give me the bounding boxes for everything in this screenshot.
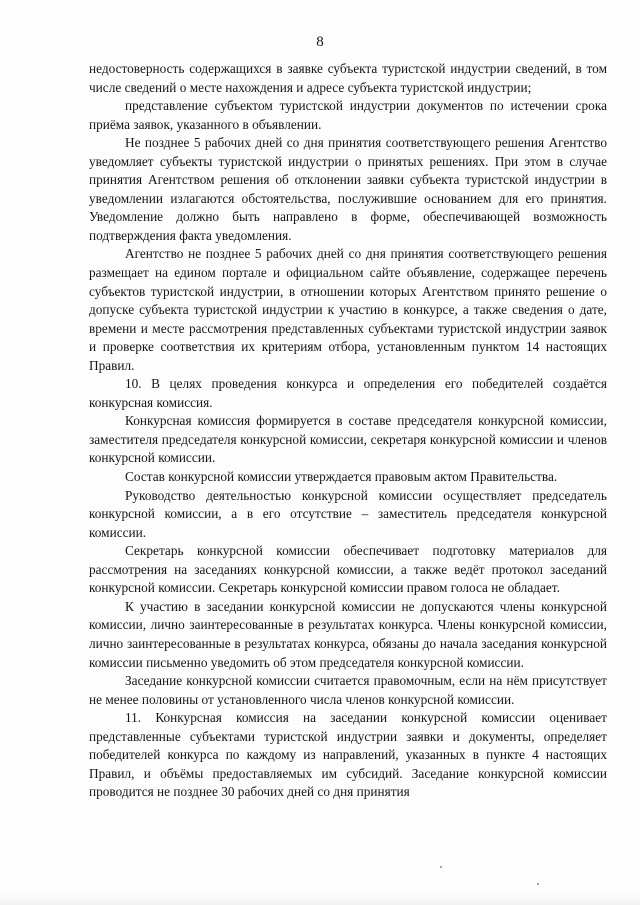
paragraph-section-10: 10. В целях проведения конкурса и определения его победителей создаётся конкурсная комиссия. xyxy=(89,376,607,410)
paragraph: Руководство деятельностью конкурсной комиссии осуществляет председатель конкурсной комиссии, а в его отсутствие – заместитель председателя конкурсной комиссии. xyxy=(89,487,607,540)
document-body xyxy=(89,60,607,802)
paragraph: Секретарь конкурсной комиссии обеспечивает подготовку материалов для рассмотрения на заседаниях конкурсной комиссии, а также ведёт протокол заседаний конкурсной комиссии. Секретарь конкурсной комиссии правом голоса не обладает. xyxy=(89,543,607,596)
paragraph-section-11: 11. Конкурсная комиссия на заседании конкурсной комиссии оценивает представленные субъектами туристской индустрии заявки и документы, определяет победителей конкурса по каждому из направлений, указанных в пункте 4 настоящих Правил, и объёмы предоставляемых им субсидий. Заседание конкурсной комиссии проводится не позднее 30 рабочих дней со дня принятия xyxy=(89,710,607,800)
paragraph: К участию в заседании конкурсной комиссии не допускаются члены конкурсной комиссии, лично заинтересованные в результатах конкурса. Члены конкурсной комиссии, лично заинтересованные в результатах конкурса, обязаны до начала заседания конкурсной комиссии письменно уведомить об этом председателя конкурсной комиссии. xyxy=(89,598,607,670)
paragraph: Заседание конкурсной комиссии считается правомочным, если на нём присутствует не менее половины от установленного числа членов конкурсной комиссии. xyxy=(89,673,607,707)
paragraph: представление субъектом туристской индустрии документов по истечении срока приёма заявок, указанного в объявлении. xyxy=(89,98,607,132)
paragraph-continuation: недостоверность содержащихся в заявке субъекта туристской индустрии сведений, в том числе сведений о месте нахождения и адресе субъекта туристской индустрии; xyxy=(89,61,607,95)
scan-speck xyxy=(440,866,442,868)
paragraph: Конкурсная комиссия формируется в составе председателя конкурсной комиссии, заместителя председателя конкурсной комиссии, секретаря конкурсной комиссии и членов конкурсной комиссии. xyxy=(89,413,607,466)
page-number: 8 xyxy=(316,34,324,50)
scan-speck xyxy=(537,883,539,885)
paragraph: Агентство не позднее 5 рабочих дней со дня принятия соответствующего решения размещает на едином портале и официальном сайте объявление, содержащее перечень субъектов туристской индустрии, в отношении которых Агентством принято решение о допуске субъекта туристской индустрии к участию в конкурсе, а также сведения о дате, времени и месте рассмотрения представленных субъектами туристской индустрии заявок и проверке соответствия их критериям отбора, установленным пунктом 14 настоящих Правил. xyxy=(89,246,607,373)
paragraph: Состав конкурсной комиссии утверждается правовым актом Правительства. xyxy=(125,469,558,485)
scan-edge xyxy=(0,893,640,905)
paragraph: Не позднее 5 рабочих дней со дня принятия соответствующего решения Агентство уведомляет субъекты туристской индустрии о принятых решениях. При этом в случае принятия Агентством решения об отклонении заявки субъекта туристской индустрии в уведомлении излагаются обстоятельства, послужившие основанием для его принятия. Уведомление должно быть направлено в форме, обеспечивающей возможность подтверждения факта уведомления. xyxy=(89,135,607,243)
